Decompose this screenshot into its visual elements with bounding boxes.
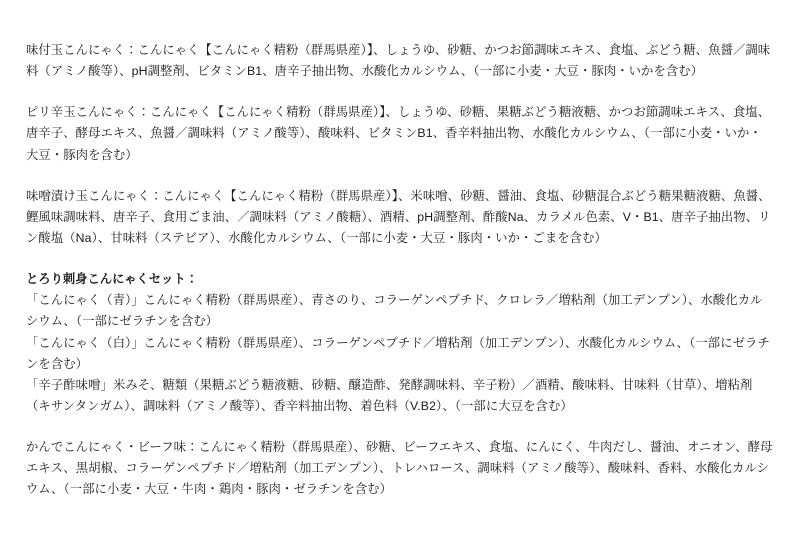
ingredient-text: かんでこんにゃく・ビーフ味：こんにゃく精粉（群馬県産）、砂糖、ビーフエキス、食塩、にんにく、牛肉だし、醤油、オニオン、酵母エキス、黒胡椒、コラーゲンペプチド／増粘剤（加工デンプン）、トレハロース、調味料（アミノ酸等）、酸味料、香料、水酸化カルシウム、（一部に小麦・大豆・牛肉・鶏肉・豚肉・ゼラチンを含む） (26, 440, 773, 497)
ingredient-block-misozuke (26, 186, 774, 249)
ingredient-text: ピリ辛玉こんにゃく：こんにゃく【こんにゃく精粉（群馬県産）】、しょうゆ、砂糖、果糖ぶどう糖液糖、かつお節調味エキス、食塩、唐辛子、酵母エキス、魚醤／調味料（アミノ酸等）、酸味料、ビタミンB1、香辛料抽出物、水酸化カルシウム、（一部に小麦・いか・大豆・豚肉を含む） (26, 105, 771, 162)
ingredient-block-torori-set (26, 269, 774, 417)
ingredient-text-ao: 「こんにゃく（青）」こんにゃく精粉（群馬県産）、青さのり、コラーゲンペプチド、クロレラ／増粘剤（加工デンプン）、水酸化カルシウム、（一部にゼラチンを含む） (26, 293, 763, 329)
ingredient-block-ajitsuke-tama (26, 40, 774, 82)
ingredient-text-shiro: 「こんにゃく（白）」こんにゃく精粉（群馬県産）、コラーゲンペプチド／増粘剤（加工デンプン）、水酸化カルシウム、（一部にゼラチンを含む） (26, 335, 770, 371)
ingredient-block-kanden-beef (26, 437, 774, 500)
ingredient-text-karashi-sumiso: 「辛子酢味噌」米みそ、糖類（果糖ぶどう糖液糖、砂糖、醸造酢、発酵調味料、辛子粉）／酒精、酸味料、甘味料（甘草）、増粘剤（キサンタンガム）、調味料（アミノ酸等）、香辛料抽出物、着色料（V.B2）、（一部に大豆を含む） (26, 377, 753, 413)
ingredient-block-pirikara (26, 102, 774, 165)
ingredient-text: 味噌漬け玉こんにゃく：こんにゃく【こんにゃく精粉（群馬県産）】、米味噌、砂糖、醤油、食塩、砂糖混合ぶどう糖果糖液糖、魚醤、鰹風味調味料、唐辛子、食用ごま油、／調味料（アミノ酸糖）、酒精、pH調整剤、酢酸Na、カラメル色素、V・B1、唐辛子抽出物、リン酸塩（Na）、甘味料（ステビア）、水酸化カルシウム、（一部に小麦・大豆・豚肉・いか・ごまを含む） (26, 188, 771, 245)
ingredient-text: 味付玉こんにゃく：こんにゃく【こんにゃく精粉（群馬県産）】、しょうゆ、砂糖、かつお節調味エキス、食塩、ぶどう糖、魚醤／調味料（アミノ酸等）、pH調整剤、ビタミンB1、唐辛子抽出物、水酸化カルシウム、（一部に小麦・大豆・豚肉・いかを含む） (26, 43, 771, 79)
section-heading: とろり刺身こんにゃくセット： (26, 272, 198, 287)
